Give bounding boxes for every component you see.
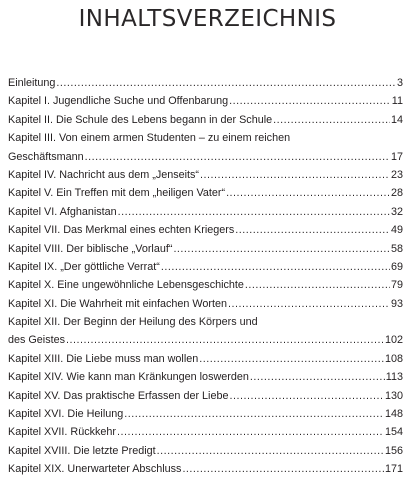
toc-entry (8, 350, 403, 368)
toc-entry (8, 423, 403, 441)
toc-entry-title: Kapitel I. Jugendliche Suche und Offenbarung (8, 95, 229, 108)
toc-entry-page: 171 (384, 463, 403, 476)
toc-entry-page: 154 (384, 426, 403, 439)
toc-entry (8, 442, 403, 460)
toc-entry-page: 32 (390, 205, 403, 218)
toc-entry-title: Kapitel XIV. Wie kann man Kränkungen loswerden (8, 371, 249, 384)
toc-entry (8, 460, 403, 478)
toc-entry (8, 240, 403, 258)
toc-entry-page: 113 (385, 371, 403, 384)
toc-leader (85, 148, 390, 166)
toc-entry-page: 130 (384, 389, 403, 402)
toc-entry-title: Kapitel XVIII. Die letzte Predigt (8, 444, 156, 457)
toc-leader (250, 368, 385, 386)
toc-entry (8, 203, 403, 221)
toc-entry-title: Kapitel XII. Der Beginn der Heilung des Körpers und (8, 316, 258, 329)
toc-entry-title: Kapitel V. Ein Treffen mit dem „heiligen Vater“ (8, 187, 226, 200)
toc-entry-page: 17 (390, 150, 403, 163)
toc-entry-title: Kapitel XIII. Die Liebe muss man wollen (8, 352, 199, 365)
toc-entry-title: Kapitel IV. Nachricht aus dem „Jenseits“ (8, 168, 200, 181)
toc-leader (229, 387, 384, 405)
toc-entry-title: Kapitel XVI. Die Heilung (8, 408, 124, 421)
toc-entry (8, 405, 403, 423)
table-of-contents (8, 74, 403, 479)
toc-entry-page: 93 (390, 297, 403, 310)
toc-entry-page: 102 (384, 334, 403, 347)
toc-leader (124, 405, 384, 423)
toc-entry-title-continued: Geschäftsmann (8, 150, 84, 163)
toc-entry-title: Kapitel VIII. Der biblische „Vorlauf“ (8, 242, 173, 255)
toc-leader (118, 203, 390, 221)
toc-entry-title: Kapitel XIX. Unerwarteter Abschluss (8, 463, 182, 476)
toc-entry (8, 258, 403, 276)
toc-entry (8, 74, 403, 92)
toc-entry (8, 313, 403, 350)
toc-entry-title: Kapitel X. Eine ungewöhnliche Lebensgeschichte (8, 279, 244, 292)
toc-entry-title: Einleitung (8, 77, 56, 89)
toc-leader (245, 276, 390, 294)
toc-leader (199, 350, 384, 368)
toc-entry-page: 11 (391, 95, 403, 108)
toc-leader (182, 460, 384, 478)
toc-entry-page: 156 (384, 444, 403, 457)
toc-entry-line-2 (8, 331, 403, 349)
toc-entry-page: 79 (390, 279, 403, 292)
toc-entry-title: Kapitel II. Die Schule des Lebens begann in der Schule (8, 113, 273, 126)
toc-entry-title: Kapitel IX. „Der göttliche Verrat“ (8, 260, 160, 273)
toc-entry-line-2 (8, 148, 403, 166)
toc-entry-page: 108 (384, 352, 403, 365)
toc-entry (8, 276, 403, 294)
toc-entry (8, 111, 403, 129)
toc-leader (226, 184, 390, 202)
toc-entry-page: 28 (390, 187, 403, 200)
toc-entry-title: Kapitel XVII. Rückkehr (8, 426, 117, 439)
page-title: INHALTSVERZEICHNIS (78, 6, 337, 32)
toc-leader (200, 166, 390, 184)
toc-leader (228, 295, 390, 313)
toc-entry-title: Kapitel XI. Die Wahrheit mit einfachen Worten (8, 297, 228, 310)
toc-entry (8, 368, 403, 386)
toc-entry-title: Kapitel VII. Das Merkmal eines echten Kriegers (8, 224, 235, 237)
toc-entry-page: 49 (390, 224, 403, 237)
toc-entry-page: 58 (390, 242, 403, 255)
toc-leader (173, 240, 390, 258)
toc-entry (8, 387, 403, 405)
toc-entry-page: 23 (390, 168, 403, 181)
toc-entry-title: Kapitel III. Von einem armen Studenten – zu einem reichen (8, 132, 291, 145)
toc-entry (8, 92, 403, 110)
toc-entry-line-1 (8, 313, 403, 331)
toc-entry-page: 69 (390, 260, 403, 273)
toc-leader (273, 111, 390, 129)
toc-leader (117, 423, 384, 441)
toc-entry (8, 221, 403, 239)
toc-leader (157, 442, 384, 460)
toc-entry-title: Kapitel XV. Das praktische Erfassen der Liebe (8, 389, 229, 402)
toc-entry-title-continued: des Geistes (8, 334, 66, 347)
toc-leader (235, 221, 390, 239)
toc-entry (8, 184, 403, 202)
toc-entry-page: 3 (396, 77, 403, 89)
toc-entry-title: Kapitel VI. Afghanistan (8, 205, 117, 218)
toc-leader (229, 92, 391, 110)
toc-entry-page: 148 (384, 408, 403, 421)
toc-entry-page: 14 (390, 113, 403, 126)
toc-entry (8, 166, 403, 184)
toc-leader (161, 258, 390, 276)
toc-entry (8, 295, 403, 313)
toc-entry (8, 129, 403, 166)
toc-leader (66, 331, 384, 349)
toc-leader (56, 74, 396, 92)
toc-entry-line-1 (8, 129, 403, 147)
